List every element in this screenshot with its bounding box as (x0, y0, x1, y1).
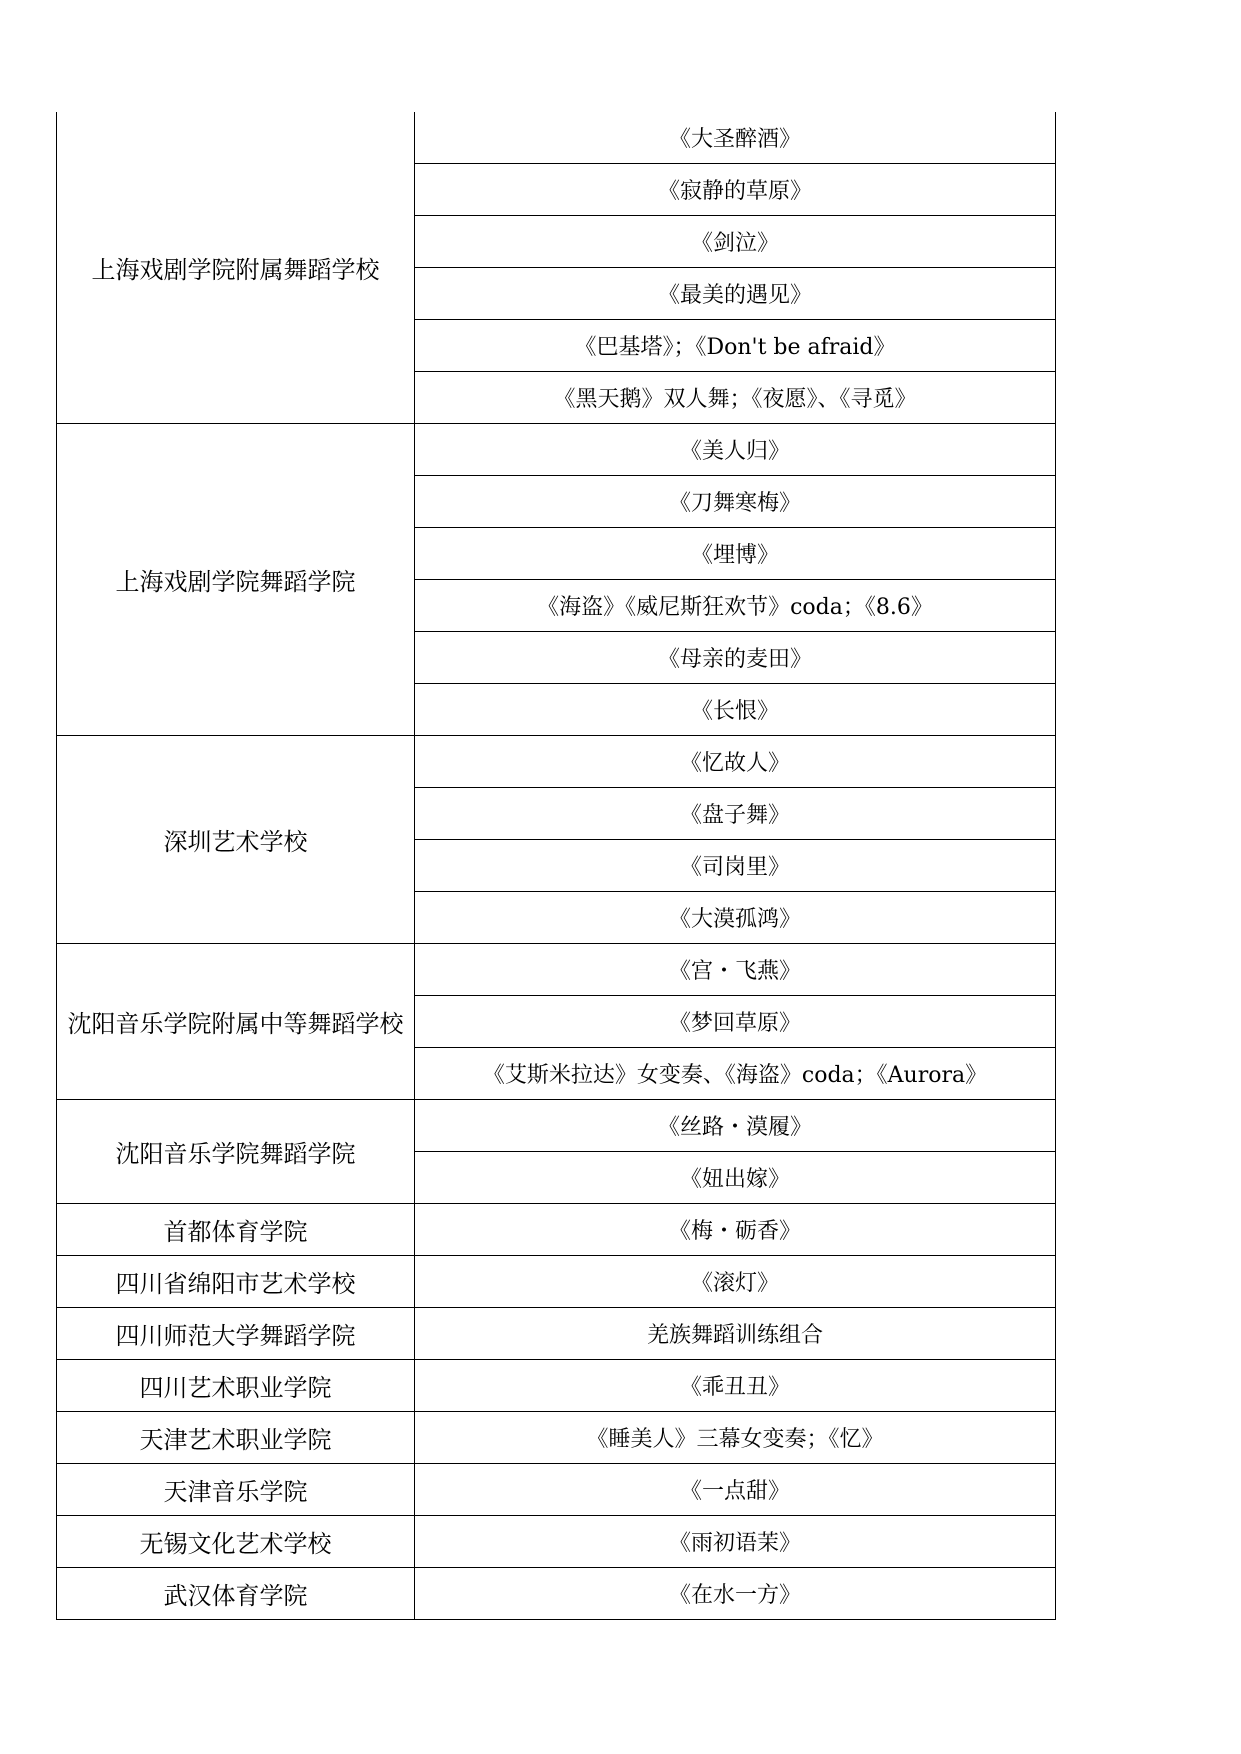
school-cell: 武汉体育学院 (57, 1568, 415, 1620)
work-cell: 《大圣醉酒》 (415, 112, 1056, 164)
work-cell: 《雨初语茉》 (415, 1516, 1056, 1568)
work-cell: 《长恨》 (415, 684, 1056, 736)
work-cell: 《海盗》《威尼斯狂欢节》coda；《8.6》 (415, 580, 1056, 632)
table-row (57, 1308, 1056, 1360)
work-cell: 《寂静的草原》 (415, 164, 1056, 216)
school-cell: 沈阳音乐学院舞蹈学院 (57, 1100, 415, 1204)
work-cell: 《在水一方》 (415, 1568, 1056, 1620)
table-row (57, 1100, 1056, 1152)
work-cell: 《梅・砺香》 (415, 1204, 1056, 1256)
table-row (57, 1464, 1056, 1516)
work-cell: 《艾斯米拉达》女变奏、《海盗》coda；《Aurora》 (415, 1048, 1056, 1100)
table-row (57, 424, 1056, 476)
work-cell: 《埋博》 (415, 528, 1056, 580)
work-cell: 《盘子舞》 (415, 788, 1056, 840)
table-row (57, 1568, 1056, 1620)
work-cell: 《最美的遇见》 (415, 268, 1056, 320)
school-cell: 上海戏剧学院舞蹈学院 (57, 424, 415, 736)
work-cell: 《美人归》 (415, 424, 1056, 476)
works-table (56, 112, 1056, 1620)
table-row (57, 944, 1056, 996)
school-cell: 深圳艺术学校 (57, 736, 415, 944)
work-cell: 《宫・飞燕》 (415, 944, 1056, 996)
work-cell: 《一点甜》 (415, 1464, 1056, 1516)
work-cell: 《司岗里》 (415, 840, 1056, 892)
work-cell: 羌族舞蹈训练组合 (415, 1308, 1056, 1360)
school-cell: 天津艺术职业学院 (57, 1412, 415, 1464)
work-cell: 《忆故人》 (415, 736, 1056, 788)
school-cell: 无锡文化艺术学校 (57, 1516, 415, 1568)
table-row (57, 1360, 1056, 1412)
school-cell: 天津音乐学院 (57, 1464, 415, 1516)
table-row (57, 1412, 1056, 1464)
table-row (57, 1204, 1056, 1256)
work-cell: 《母亲的麦田》 (415, 632, 1056, 684)
school-cell: 首都体育学院 (57, 1204, 415, 1256)
school-cell: 四川师范大学舞蹈学院 (57, 1308, 415, 1360)
work-cell: 《剑泣》 (415, 216, 1056, 268)
works-table-body (57, 112, 1056, 1620)
table-row (57, 1516, 1056, 1568)
work-cell: 《大漠孤鸿》 (415, 892, 1056, 944)
school-cell: 四川艺术职业学院 (57, 1360, 415, 1412)
school-cell: 四川省绵阳市艺术学校 (57, 1256, 415, 1308)
work-cell: 《滚灯》 (415, 1256, 1056, 1308)
table-row (57, 736, 1056, 788)
table-row (57, 1256, 1056, 1308)
work-cell: 《乖丑丑》 (415, 1360, 1056, 1412)
school-cell: 沈阳音乐学院附属中等舞蹈学校 (57, 944, 415, 1100)
work-cell: 《刀舞寒梅》 (415, 476, 1056, 528)
work-cell: 《妞出嫁》 (415, 1152, 1056, 1204)
work-cell: 《梦回草原》 (415, 996, 1056, 1048)
school-cell: 上海戏剧学院附属舞蹈学校 (57, 112, 415, 424)
work-cell: 《睡美人》三幕女变奏；《忆》 (415, 1412, 1056, 1464)
table-row (57, 112, 1056, 164)
work-cell: 《丝路・漠履》 (415, 1100, 1056, 1152)
work-cell: 《巴基塔》；《Don't be afraid》 (415, 320, 1056, 372)
work-cell: 《黑天鹅》双人舞；《夜愿》、《寻觅》 (415, 372, 1056, 424)
